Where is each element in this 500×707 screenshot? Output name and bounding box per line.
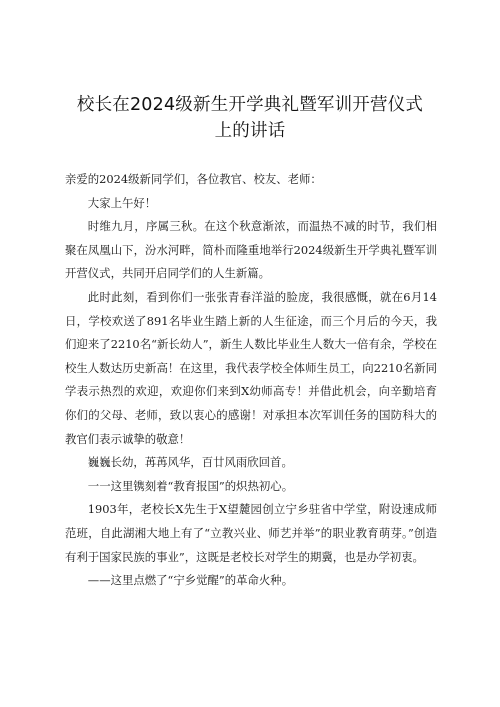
paragraph-history-intro: 巍巍长幼，苒苒风华，百廿风雨欣回首。 <box>87 455 293 470</box>
document-title <box>60 92 440 144</box>
salutation: 亲爱的2024级新同学们，各位教官、校友、老师： <box>65 172 322 186</box>
title-line-1: 校长在2024级新生开学典礼暨军训开营仪式 <box>76 95 424 115</box>
paragraph-revolution: ——这里点燃了“宁乡觉醒”的革命火种。 <box>87 573 294 588</box>
paragraph-welcome: 此时此刻，看到你们一张张青春洋溢的脸庞，我很感慨，就在6月14日，学校欢送了891名毕业生踏上新的人生征途，而三个月后的今天，我们迎来了2210名“新长幼人”，新生人数比毕业生人数大一倍有余，学校在校生人数达历史新高！在这里，我代表学校全体师生员工，向2210名新同学表示热烈的欢迎，欢迎你们来到X幼师高专！并借此机会，向辛勤培育你们的父母、老师，致以衷心的感谢！对承担本次军训任务的国防科大的教官们表示诚挚的敬意！ <box>65 289 437 446</box>
paragraph-original-aspiration: 一一这里镌刻着“教育报国”的炽热初心。 <box>87 478 294 493</box>
document-body <box>65 168 437 593</box>
paragraph-founding: 1903年，老校长X先生于X望麓园创立宁乡驻省中学堂，附设速成师范班，自此湖湘大地上有了“立教兴业、师艺并举”的职业教育萌芽。”创造有利于国家民族的事业”，这既是老校长对学生的期冀，也是办学初衷。 <box>65 502 437 564</box>
paragraph-opening: 时维九月，序属三秋。在这个秋意渐浓，而温热不减的时节，我们相聚在凤凰山下，汾水河畔，简朴而隆重地举行2024级新生开学典礼暨军训开营仪式，共同开启同学们的人生新篇。 <box>65 219 437 281</box>
title-line-2: 上的讲话 <box>214 121 286 141</box>
paragraph-greeting: 大家上午好！ <box>87 195 157 210</box>
